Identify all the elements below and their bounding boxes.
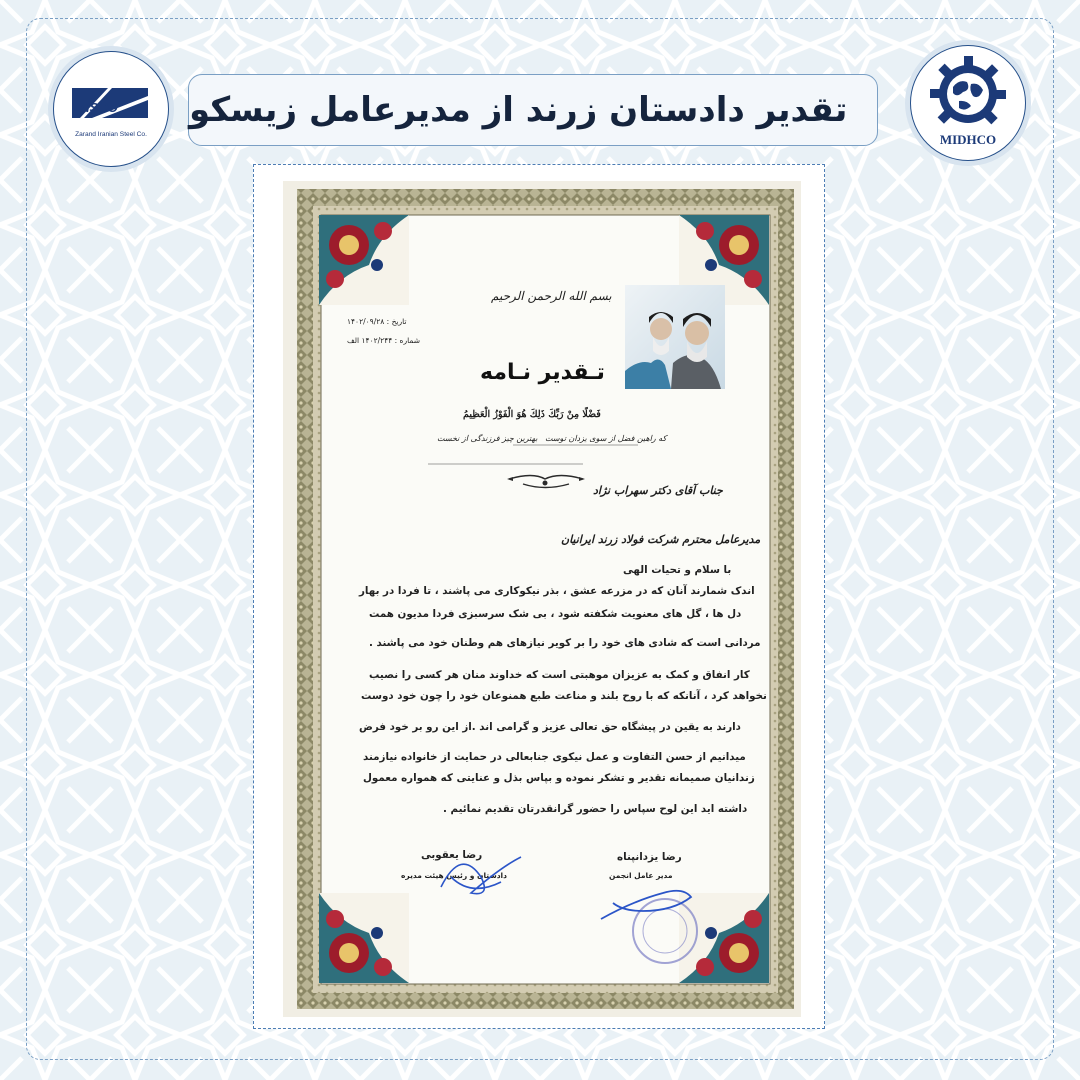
signature-left (431, 837, 541, 907)
zisco-logo-subtitle: Zarand Iranian Steel Co. (75, 131, 147, 138)
signer-left-title: دادستان و رئیس هیئت مدیره (401, 871, 507, 880)
corner-ornament-bottom-left (319, 893, 409, 983)
midhco-logo-text: MIDHCO (939, 132, 997, 147)
certificate-date: تاریخ : ۱۴۰۲/۰۹/۲۸ (347, 317, 407, 326)
certificate-title: تـقدیر نـامه (480, 360, 605, 385)
body-line: میدانیم از حسن التفاوت و عمل نیکوی جنابعالی در حمایت از خانواده نیازمند (363, 751, 746, 763)
signer-right-title: مدیر عامل انجمن (609, 871, 673, 880)
page-title: تقدیر دادستان زرند از مدیرعامل زیسکو (189, 90, 848, 130)
recipient-title: مدیرعامل محترم شرکت فولاد زرند ایرانیان (561, 533, 761, 546)
body-line: مردانی است که شادی های خود را بر کویر نیازهای هم وطنان خود می پاشند . (369, 637, 761, 649)
body-line: زندانیان صمیمانه تقدیر و تشکر نموده و بپاس بذل و عنایتی که همواره معمول (363, 772, 755, 784)
body-line: اندک شمارند آنان که در مزرعه عشق ، بذر نیکوکاری می پاشند ، تا فردا در بهار (359, 585, 755, 597)
greeting-line: با سلام و تحیات الهی (623, 564, 732, 576)
certificate-number: شماره : ۱۴۰۲/۲۴۴ الف (347, 336, 421, 345)
certificate (283, 181, 801, 1017)
body-line: نخواهد کرد ، آنانکه که با روح بلند و مناعت طبع همنوعان خود را چون خود دوست (361, 690, 767, 702)
corner-ornament-top-left (319, 215, 409, 305)
body-line: داشته اید این لوح سپاس را حضور گرانقدرتان تقدیم نمائیم . (443, 803, 748, 815)
zisco-logo-text: ZISCO (78, 100, 118, 115)
portrait-photo (625, 285, 725, 389)
quran-verse: فَضْلًا مِنْ رَبِّكَ ذَلِكَ هُوَ الْفَوْزُ الْعَظِيمُ (463, 409, 601, 420)
body-line: کار انفاق و کمک به عزیزان موهبتی است که خداوند منان هر کسی را نصیب (369, 669, 750, 681)
signer-left-name: رضا یعقوبی (421, 849, 483, 861)
body-line: دارند به یقین در پیشگاه حق تعالی عزیز و گرامی اند .از این رو بر خود فرض (359, 721, 741, 733)
recipient-name: جناب آقای دکتر سهراب نژاد (593, 484, 723, 497)
title-banner (188, 74, 878, 146)
zisco-logo (53, 51, 169, 167)
bismillah-text: بسم الله الرحمن الرحیم (491, 289, 612, 303)
poem-left: که راهین فضل از سوی یزدان توست (545, 434, 667, 443)
poem-right: بهترین چیز فرزندگی از نخست (437, 434, 538, 443)
midhco-logo (910, 45, 1026, 161)
signer-right-name: رضا یزدانپناه (617, 851, 682, 863)
signature-right-with-stamp (593, 881, 723, 977)
body-line: دل ها ، گل های معنویت شکفته شود ، بی شک سرسبزی فردا مدیون همت (369, 608, 742, 620)
